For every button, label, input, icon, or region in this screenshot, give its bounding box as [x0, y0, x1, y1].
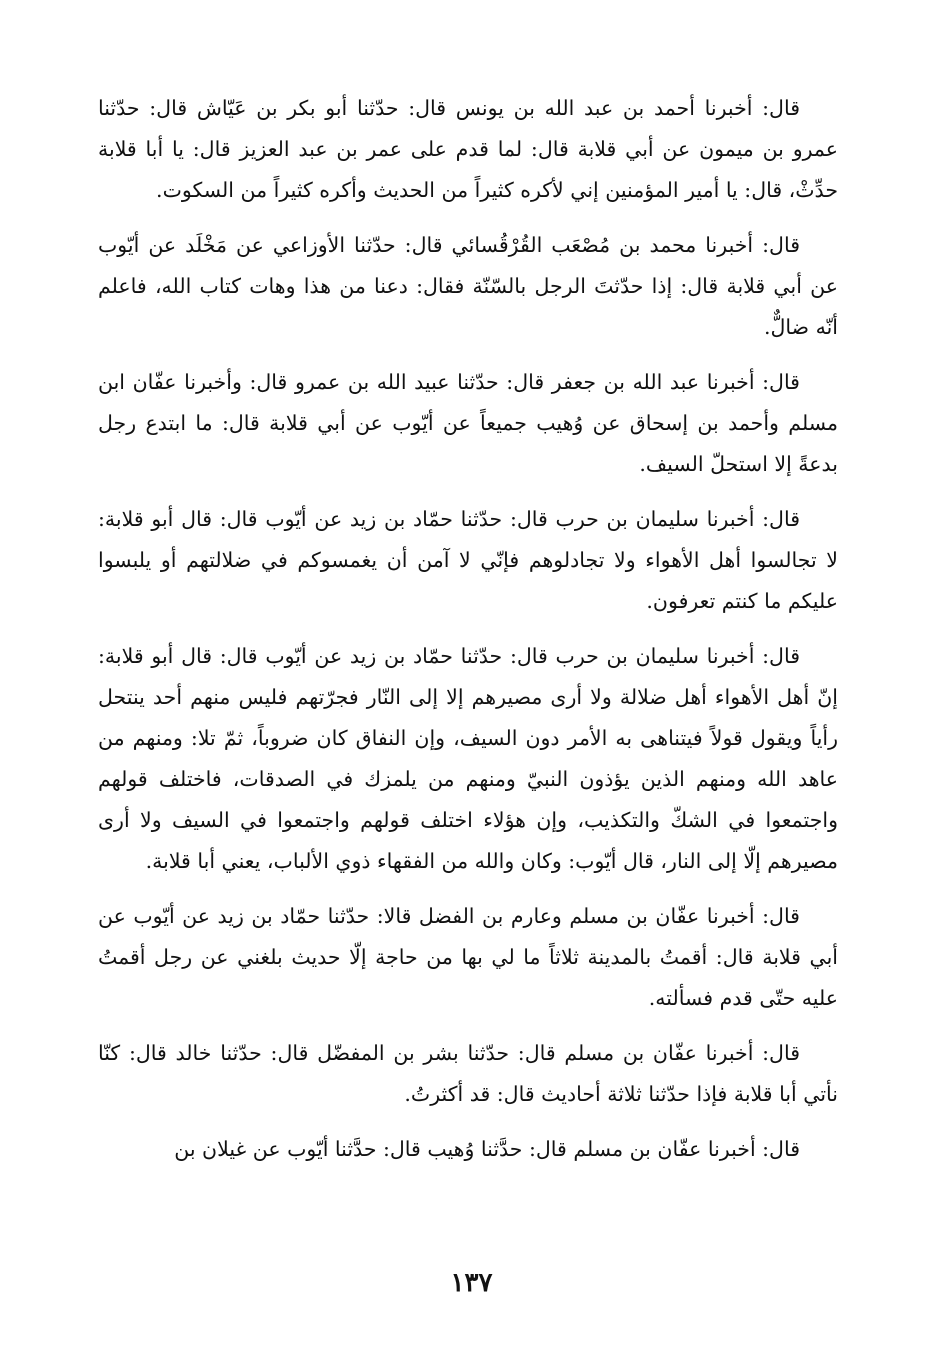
paragraph-8: قال: أخبرنا عفّان بن مسلم قال: حدَّثنا وُهيب قال: حدَّثنا أيّوب عن غيلان بن	[174, 1137, 800, 1161]
paragraph-5: قال: أخبرنا سليمان بن حرب قال: حدّثنا حمّاد بن زيد عن أيّوب قال: قال أبو قلابة: إنّ أهل الأهواء أهل ضلالة ولا أرى مصيرهم إلا إلى النّار فجرّتهم فليس منهم أحد ينتحل رأياً ويقول قولاً فيتناهى به الأمر دون السيف، وإن النفاق كان ضروباً، ثمّ تلا: ومنهم من عاهد الله ومنهم الذين يؤذون النبيّ ومنهم من يلمزك في الصدقات، فاختلف قولهم واجتمعوا في الشكّ والتكذيب، وإن هؤلاء اختلف قولهم واجتمعوا في السيف ولا أرى مصيرهم إلّا إلى النار، قال أيّوب: وكان والله من الفقهاء ذوي الألباب، يعني أبا قلابة.	[98, 644, 838, 873]
paragraph-2: قال: أخبرنا محمد بن مُصْعَب القُرْقُسائي قال: حدّثنا الأوزاعي عن مَخْلَد عن أيّوب عن أبي قلابة قال: إذا حدّثتَ الرجل بالسّنّة فقال: دعنا من هذا وهات كتاب الله، فاعلم أنّه ضالٌّ.	[98, 233, 838, 339]
paragraph-3: قال: أخبرنا عبد الله بن جعفر قال: حدّثنا عبيد الله بن عمرو قال: وأخبرنا عفّان ابن مسلم وأحمد بن إسحاق عن وُهيب جميعاً عن أيّوب عن أبي قلابة قال: ما ابتدع رجل بدعةً إلا استحلّ السيف.	[98, 370, 838, 476]
page-number: ١٣٧	[450, 1268, 493, 1298]
paragraph-6: قال: أخبرنا عفّان بن مسلم وعارم بن الفضل قالا: حدّثنا حمّاد بن زيد عن أيّوب عن أبي قلابة قال: أقمتُ بالمدينة ثلاثاً ما لي بها من حاجة إلّا حديث بلغني عن رجل أقمتُ عليه حتّى قدم فسألته.	[98, 904, 838, 1010]
page-body	[98, 88, 838, 1184]
paragraph-1: قال: أخبرنا أحمد بن عبد الله بن يونس قال: حدّثنا أبو بكر بن عَيّاش قال: حدّثنا عمرو بن ميمون عن أبي قلابة قال: لما قدم على عمر بن عبد العزيز قال: يا أبا قلابة حدِّثْ، قال: يا أمير المؤمنين إني لأكره كثيراً من الحديث وأكره كثيراً من السكوت.	[98, 96, 838, 202]
paragraph-7: قال: أخبرنا عفّان بن مسلم قال: حدّثنا بشر بن المفضّل قال: حدّثنا خالد قال: كنّا نأتي أبا قلابة فإذا حدّثنا ثلاثة أحاديث قال: قد أكثرتُ.	[98, 1041, 838, 1106]
paragraph-4: قال: أخبرنا سليمان بن حرب قال: حدّثنا حمّاد بن زيد عن أيّوب قال: قال أبو قلابة: لا تجالسوا أهل الأهواء ولا تجادلوهم فإنّي لا آمن أن يغمسوكم في ضلالتهم أو يلبسوا عليكم ما كنتم تعرفون.	[98, 507, 838, 613]
